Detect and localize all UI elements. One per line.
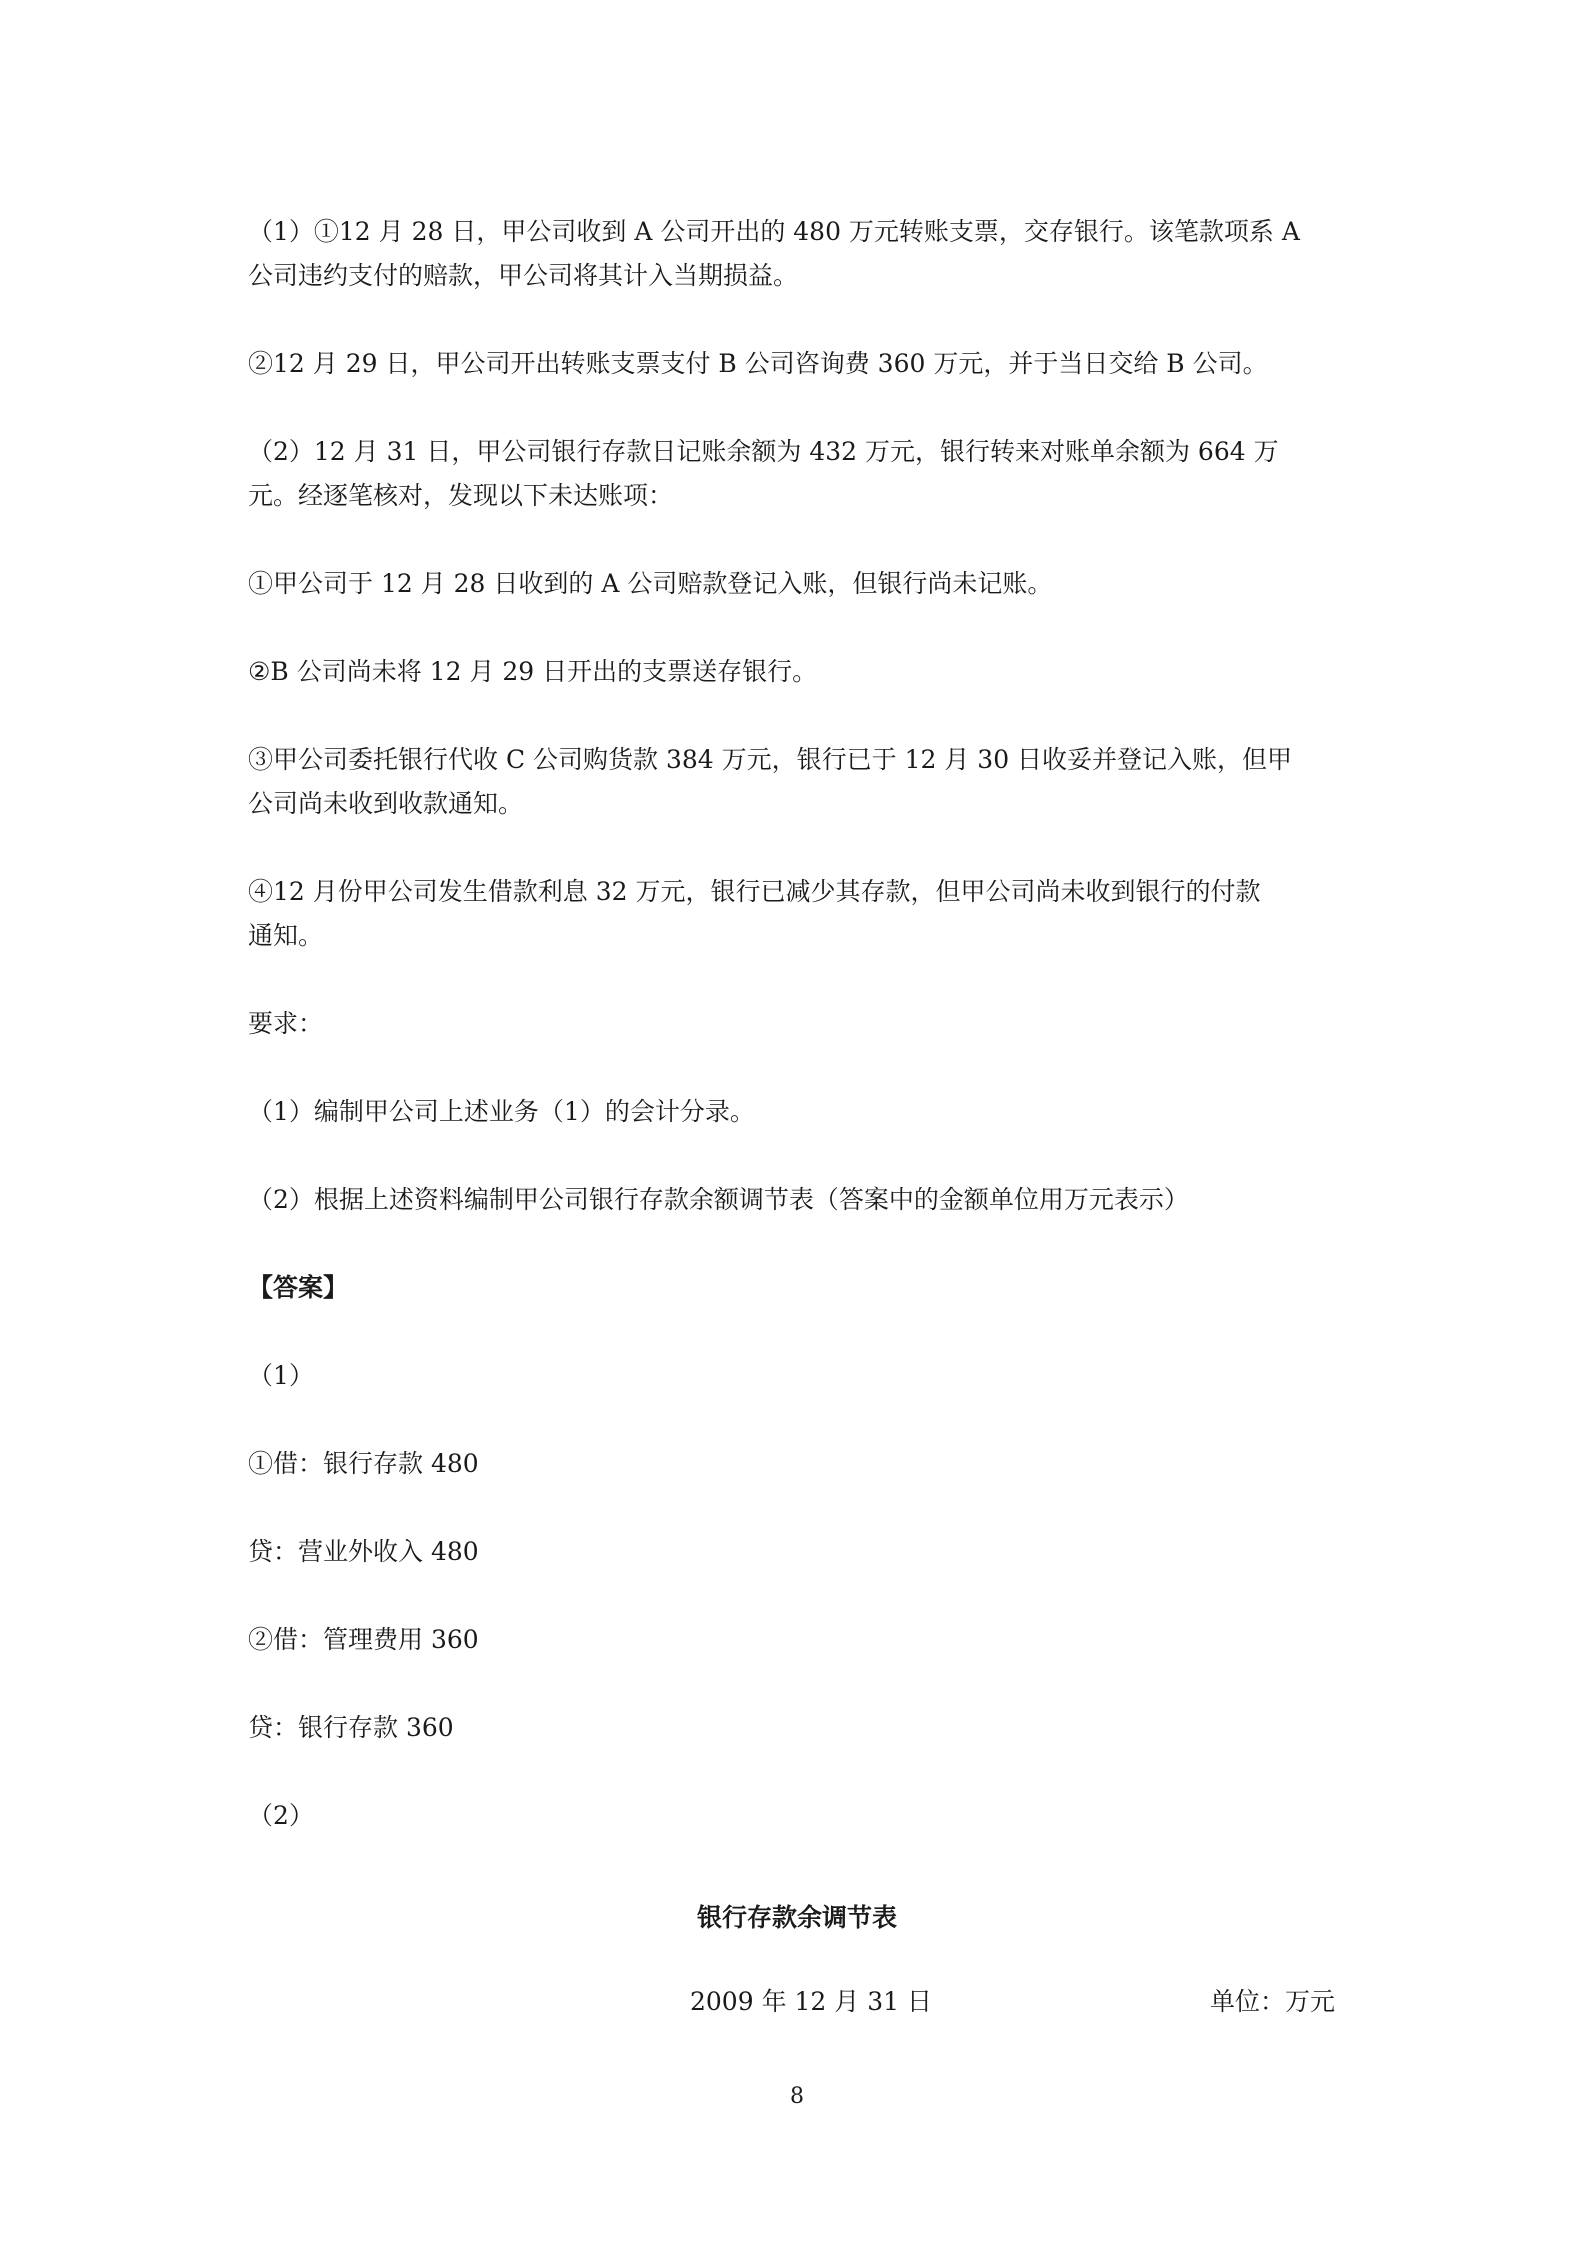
paragraph-case-2 [248, 430, 1348, 518]
paragraph-line: ③甲公司委托银行代收 C 公司购货款 384 万元，银行已于 12 月 30 日收妥并登记入账，但甲 [248, 745, 1293, 774]
requirement-2: （2）根据上述资料编制甲公司银行存款余额调节表（答案中的金额单位用万元表示） [248, 1185, 1189, 1214]
paragraph-unreached-item-3 [248, 738, 1348, 826]
page-number: 8 [790, 2084, 804, 2109]
paragraph-line: 公司尚未收到收款通知。 [248, 789, 524, 818]
journal-entry-credit-2: 贷：银行存款 360 [248, 1713, 454, 1742]
paragraph-line: 元。经逐笔核对，发现以下未达账项： [248, 481, 674, 510]
answer-part-1-label: （1） [248, 1361, 314, 1390]
paragraph-line: 公司违约支付的赔款，甲公司将其计入当期损益。 [248, 261, 799, 290]
journal-entry-debit-1: ①借：银行存款 480 [248, 1449, 479, 1478]
answer-part-2-label: （2） [248, 1801, 314, 1830]
journal-entry-debit-2: ②借：管理费用 360 [248, 1625, 479, 1654]
requirements-heading: 要求： [248, 1009, 324, 1038]
paragraph-line: ④12 月份甲公司发生借款利息 32 万元，银行已减少其存款，但甲公司尚未收到银行的付款 [248, 877, 1261, 906]
paragraph-case-1 [248, 210, 1348, 298]
paragraph-line: 通知。 [248, 921, 324, 950]
answer-heading: 【答案】 [248, 1273, 349, 1302]
table-date: 2009 年 12 月 31 日 [690, 1987, 932, 2016]
table-unit: 单位：万元 [1210, 1987, 1336, 2016]
paragraph-line: （2）12 月 31 日，甲公司银行存款日记账余额为 432 万元，银行转来对账单余额为 664 万 [248, 437, 1279, 466]
table-title: 银行存款余调节表 [696, 1903, 897, 1932]
paragraph-unreached-item-2: ②B 公司尚未将 12 月 29 日开出的支票送存银行。 [248, 657, 818, 686]
paragraph-case-1-item-2: ②12 月 29 日，甲公司开出转账支票支付 B 公司咨询费 360 万元，并于当日交给 B 公司。 [248, 349, 1268, 378]
paragraph-unreached-item-4 [248, 870, 1348, 958]
paragraph-line: （1）①12 月 28 日，甲公司收到 A 公司开出的 480 万元转账支票，交存银行。该笔款项系 A [248, 217, 1300, 246]
journal-entry-credit-1: 贷：营业外收入 480 [248, 1537, 479, 1566]
paragraph-unreached-item-1: ①甲公司于 12 月 28 日收到的 A 公司赔款登记入账，但银行尚未记账。 [248, 569, 1053, 598]
requirement-1: （1）编制甲公司上述业务（1）的会计分录。 [248, 1097, 755, 1126]
